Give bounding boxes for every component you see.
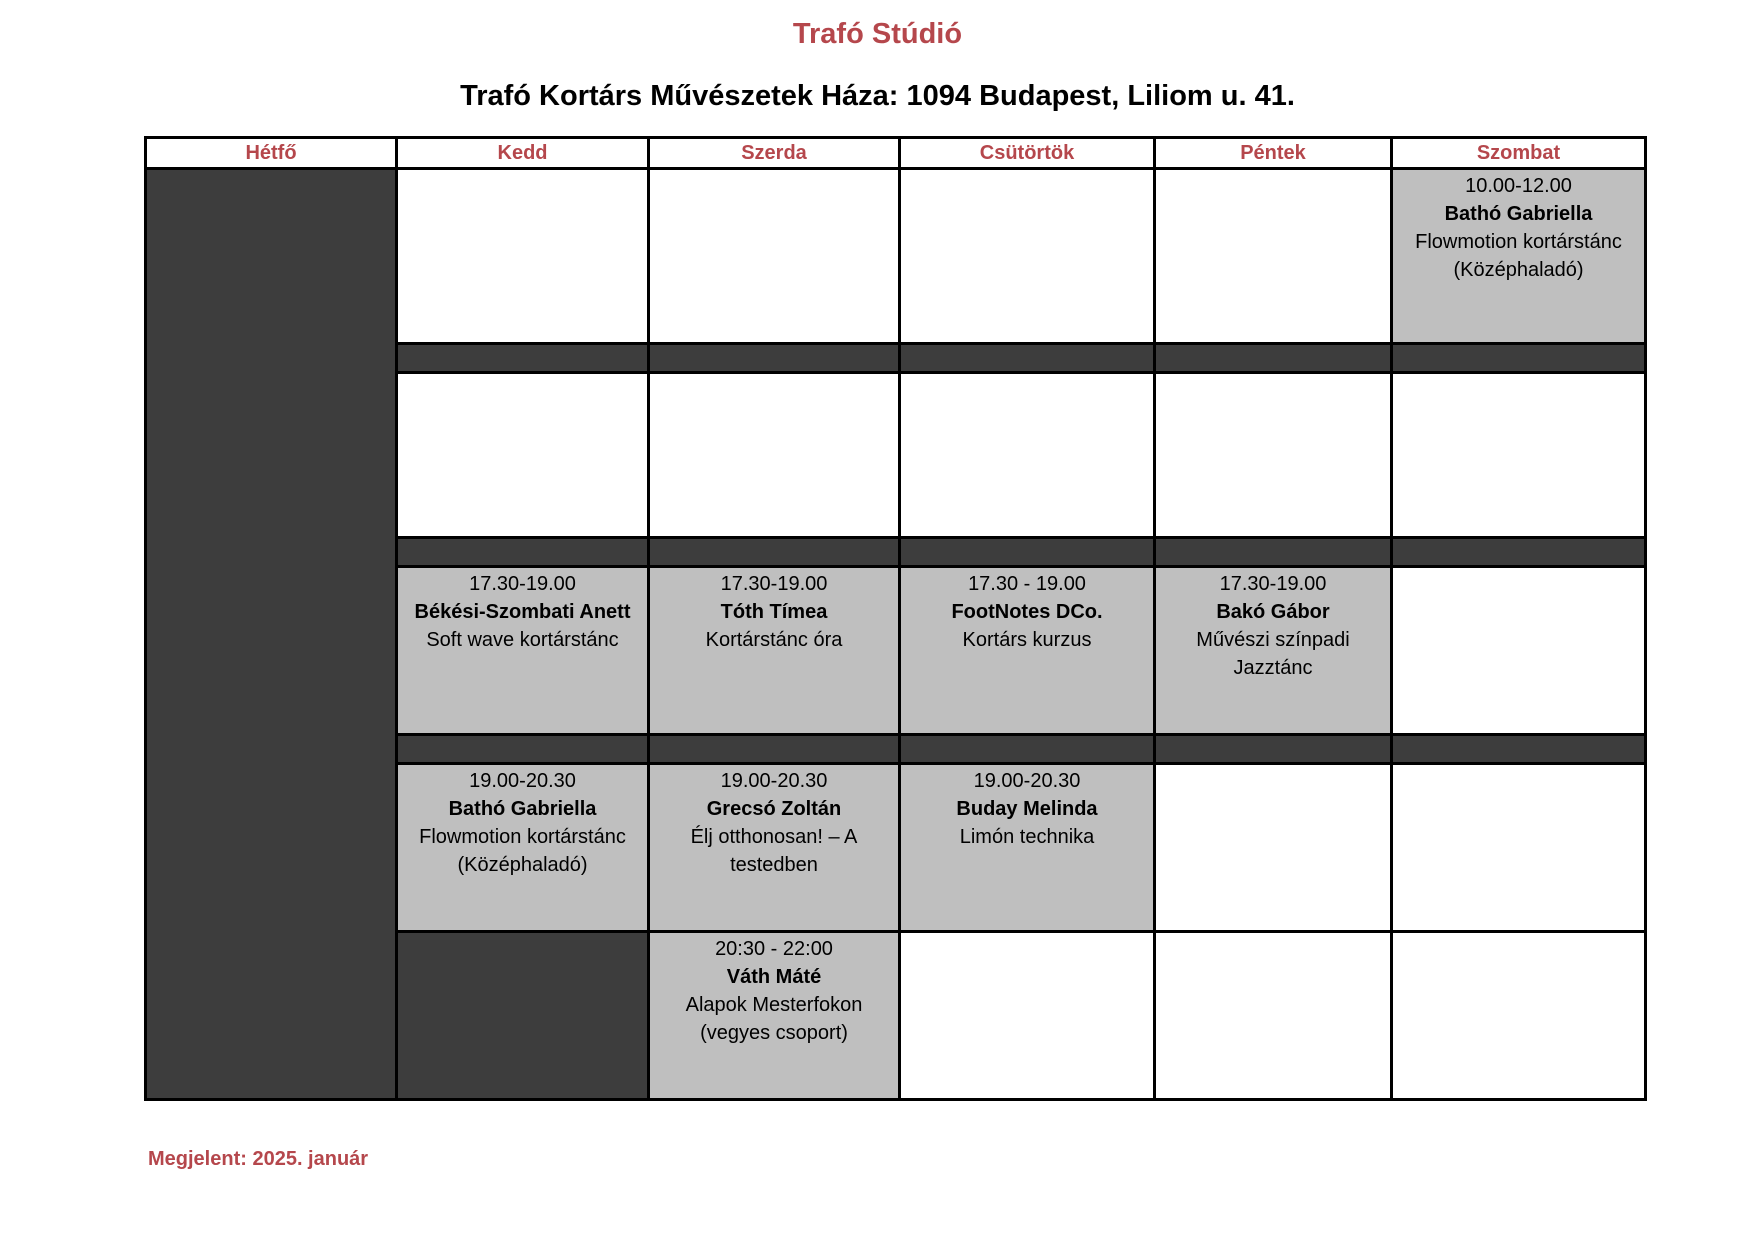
session-teacher: FootNotes DCo. (951, 601, 1103, 623)
session-time: 20:30 - 22:00 (715, 938, 833, 960)
session-class: Alapok Mesterfokon (vegyes csoport) (685, 994, 863, 1044)
schedule-cell-empty (649, 169, 900, 344)
session-time: 10.00-12.00 (1465, 175, 1572, 197)
schedule-cell-empty (1392, 764, 1646, 932)
day-header-friday: Péntek (1155, 138, 1392, 169)
schedule-cell-empty (900, 373, 1155, 538)
separator-cell (649, 538, 900, 567)
separator-cell (649, 344, 900, 373)
session-teacher: Békési-Szombati Anett (414, 601, 631, 623)
schedule-cell-empty (900, 169, 1155, 344)
schedule-cell-empty (1155, 764, 1392, 932)
day-header-saturday: Szombat (1392, 138, 1646, 169)
session-teacher: Bathó Gabriella (448, 798, 597, 820)
schedule-cell-empty (900, 932, 1155, 1100)
session-wednesday-1730 (649, 567, 900, 735)
session-time: 19.00-20.30 (720, 770, 828, 792)
schedule-cell-empty (1155, 932, 1392, 1100)
schedule-cell-empty (1392, 373, 1646, 538)
separator-cell (900, 344, 1155, 373)
day-header-thursday: Csütörtök (900, 138, 1155, 169)
separator-cell (1392, 538, 1646, 567)
day-header-tuesday: Kedd (397, 138, 649, 169)
session-class: Kortárs kurzus (962, 629, 1092, 651)
venue-address: Trafó Kortárs Művészetek Háza: 1094 Budapest, Liliom u. 41. (460, 80, 1295, 112)
session-class: Limón technika (959, 826, 1095, 848)
schedule-cell-empty (649, 373, 900, 538)
session-teacher: Bakó Gábor (1216, 601, 1330, 623)
session-tuesday-1730 (397, 567, 649, 735)
session-thursday-1730 (900, 567, 1155, 735)
session-class: Flowmotion kortárstánc (Középhaladó) (419, 826, 626, 876)
separator-cell (1155, 735, 1392, 764)
session-class: Élj otthonosan! – A testedben (690, 826, 858, 876)
session-teacher: Grecsó Zoltán (706, 798, 842, 820)
session-time: 17.30 - 19.00 (968, 573, 1086, 595)
day-header-wednesday: Szerda (649, 138, 900, 169)
separator-cell (397, 735, 649, 764)
schedule-cell-empty (1155, 373, 1392, 538)
separator-cell (397, 344, 649, 373)
separator-cell (397, 538, 649, 567)
separator-cell (649, 735, 900, 764)
schedule-cell-empty (1155, 169, 1392, 344)
session-class: Kortárstánc óra (705, 629, 843, 651)
session-tuesday-1900 (397, 764, 649, 932)
schedule-cell-empty (1392, 932, 1646, 1100)
separator-cell (900, 538, 1155, 567)
day-header-monday: Hétfő (146, 138, 397, 169)
publication-date: Megjelent: 2025. január (148, 1148, 369, 1170)
monday-closed-block (146, 169, 397, 1100)
session-time: 19.00-20.30 (469, 770, 576, 792)
separator-cell (1392, 344, 1646, 373)
separator-cell (1155, 538, 1392, 567)
session-thursday-1900 (900, 764, 1155, 932)
session-class: Soft wave kortárstánc (426, 629, 619, 651)
session-friday-1730 (1155, 567, 1392, 735)
session-class: Művészi színpadi Jazztánc (1196, 629, 1350, 679)
session-wednesday-1900 (649, 764, 900, 932)
separator-cell (900, 735, 1155, 764)
session-time: 17.30-19.00 (469, 573, 576, 595)
monday-closed-block (397, 932, 649, 1100)
session-tuesday-2030 (649, 932, 900, 1100)
session-teacher: Bathó Gabriella (1444, 203, 1593, 225)
schedule-table (144, 136, 1647, 1101)
session-time: 17.30-19.00 (1219, 573, 1327, 595)
day-header-row (146, 138, 1646, 169)
schedule-cell-empty (397, 373, 649, 538)
separator-cell (1392, 735, 1646, 764)
page-title: Trafó Stúdió (792, 18, 963, 50)
session-teacher: Váth Máté (726, 966, 822, 988)
session-teacher: Buday Melinda (956, 798, 1098, 820)
session-time: 19.00-20.30 (973, 770, 1081, 792)
session-teacher: Tóth Tímea (720, 601, 828, 623)
separator-cell (1155, 344, 1392, 373)
session-time: 17.30-19.00 (720, 573, 828, 595)
session-saturday-morning (1392, 169, 1646, 344)
schedule-cell-empty (1392, 567, 1646, 735)
table-row (146, 169, 1646, 344)
session-class: Flowmotion kortárstánc (Középhaladó) (1415, 231, 1622, 281)
schedule-cell-empty (397, 169, 649, 344)
